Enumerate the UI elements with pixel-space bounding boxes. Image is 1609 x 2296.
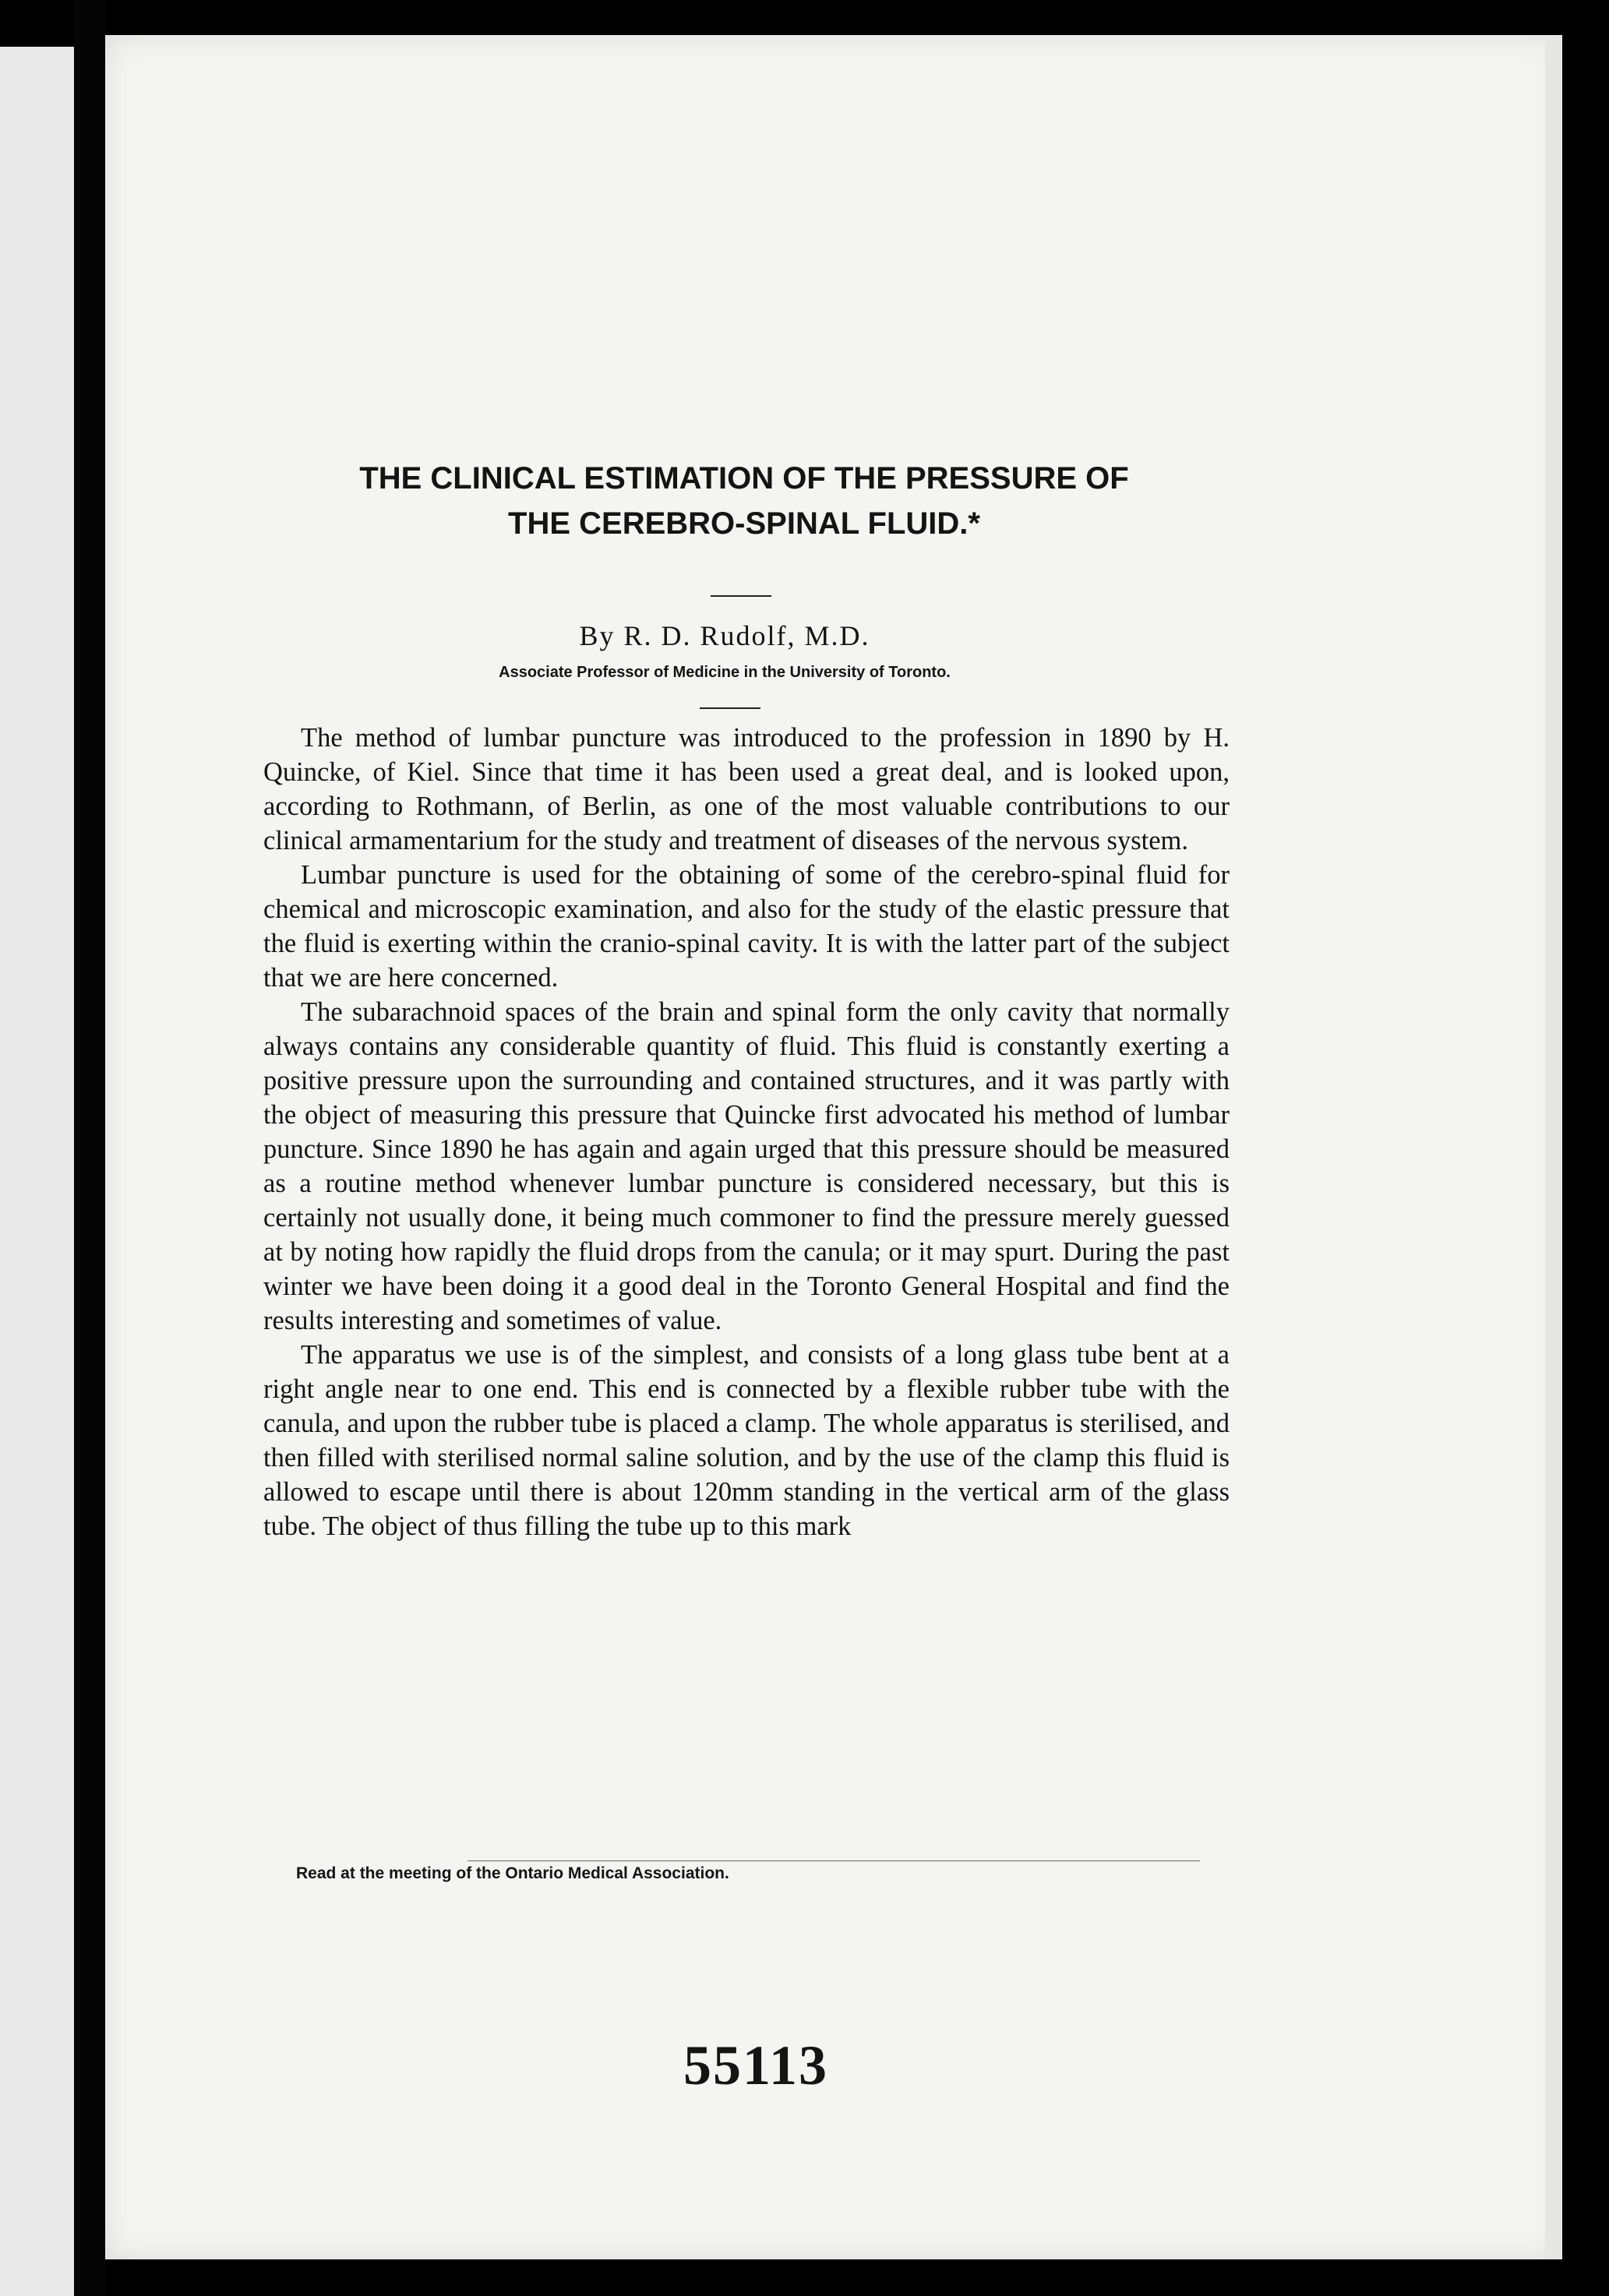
article-title xyxy=(257,456,1231,546)
paragraph: The subarachnoid spaces of the brain and spinal form the only cavity that normally always contains any considerable quantity of fluid. This fluid is constantly exerting a positive pressure upon the surrounding and contained structures, and it was partly with the object of measuring this pressure that Quincke first advocated his method of lumbar puncture. Since 1890 he has again and again urged that this pressure should be measured as a routine method whenever lumbar puncture is considered necessary, but this is certainly not usually done, it being much commoner to find the pressure merely guessed at by noting how rapidly the fluid drops from the canula; or it may spurt. During the past winter we have been doing it a good deal in the Toronto General Hospital and find the results interesting and sometimes of value. xyxy=(263,997,1230,1335)
title-line-2: THE CEREBRO-SPINAL FLUID.* xyxy=(508,506,980,541)
title-line-1: THE CLINICAL ESTIMATION OF THE PRESSURE OF xyxy=(359,461,1129,496)
footnote: Read at the meeting of the Ontario Medical Association. xyxy=(296,1864,729,1882)
paragraph: Lumbar puncture is used for the obtaining of some of the cerebro-spinal fluid for chemical and microscopic examination, and also for the study of the elastic pressure that the fluid is exerting within the cranio-spinal cavity. It is with the latter part of the subject that we are here concerned. xyxy=(263,860,1230,993)
author-affiliation: Associate Professor of Medicine in the University of Toronto. xyxy=(499,664,951,681)
paragraph: The method of lumbar puncture was introduced to the profession in 1890 by H. Quincke, of Kiel. Since that time it has been used a great deal, and is looked upon, according to Rothmann, of Berlin, as one of the most valuable contributions to our clinical armamentarium for the study and treatment of diseases of the nervous system. xyxy=(263,723,1230,855)
paragraph: The apparatus we use is of the simplest, and consists of a long glass tube bent at a right angle near to one end. This end is connected by a flexible rubber tube with the canula, and upon the rubber tube is placed a clamp. The whole apparatus is sterilised, and then filled with sterilised normal saline solution, and by the use of the clamp this fluid is allowed to escape until there is about 120mm standing in the vertical arm of the glass tube. The object of thus filling the tube up to this mark xyxy=(263,1340,1230,1541)
gutter-shadow xyxy=(74,0,105,2296)
page-number: 55113 xyxy=(683,2034,829,2097)
title-divider xyxy=(711,595,771,597)
author-byline: By R. D. Rudolf, M.D. xyxy=(579,620,870,651)
byline-divider xyxy=(700,707,760,709)
page-edge xyxy=(1545,35,1562,2259)
facing-page-edge xyxy=(0,47,74,2296)
article-body xyxy=(263,721,1230,1543)
footnote-divider xyxy=(468,1860,1200,1861)
